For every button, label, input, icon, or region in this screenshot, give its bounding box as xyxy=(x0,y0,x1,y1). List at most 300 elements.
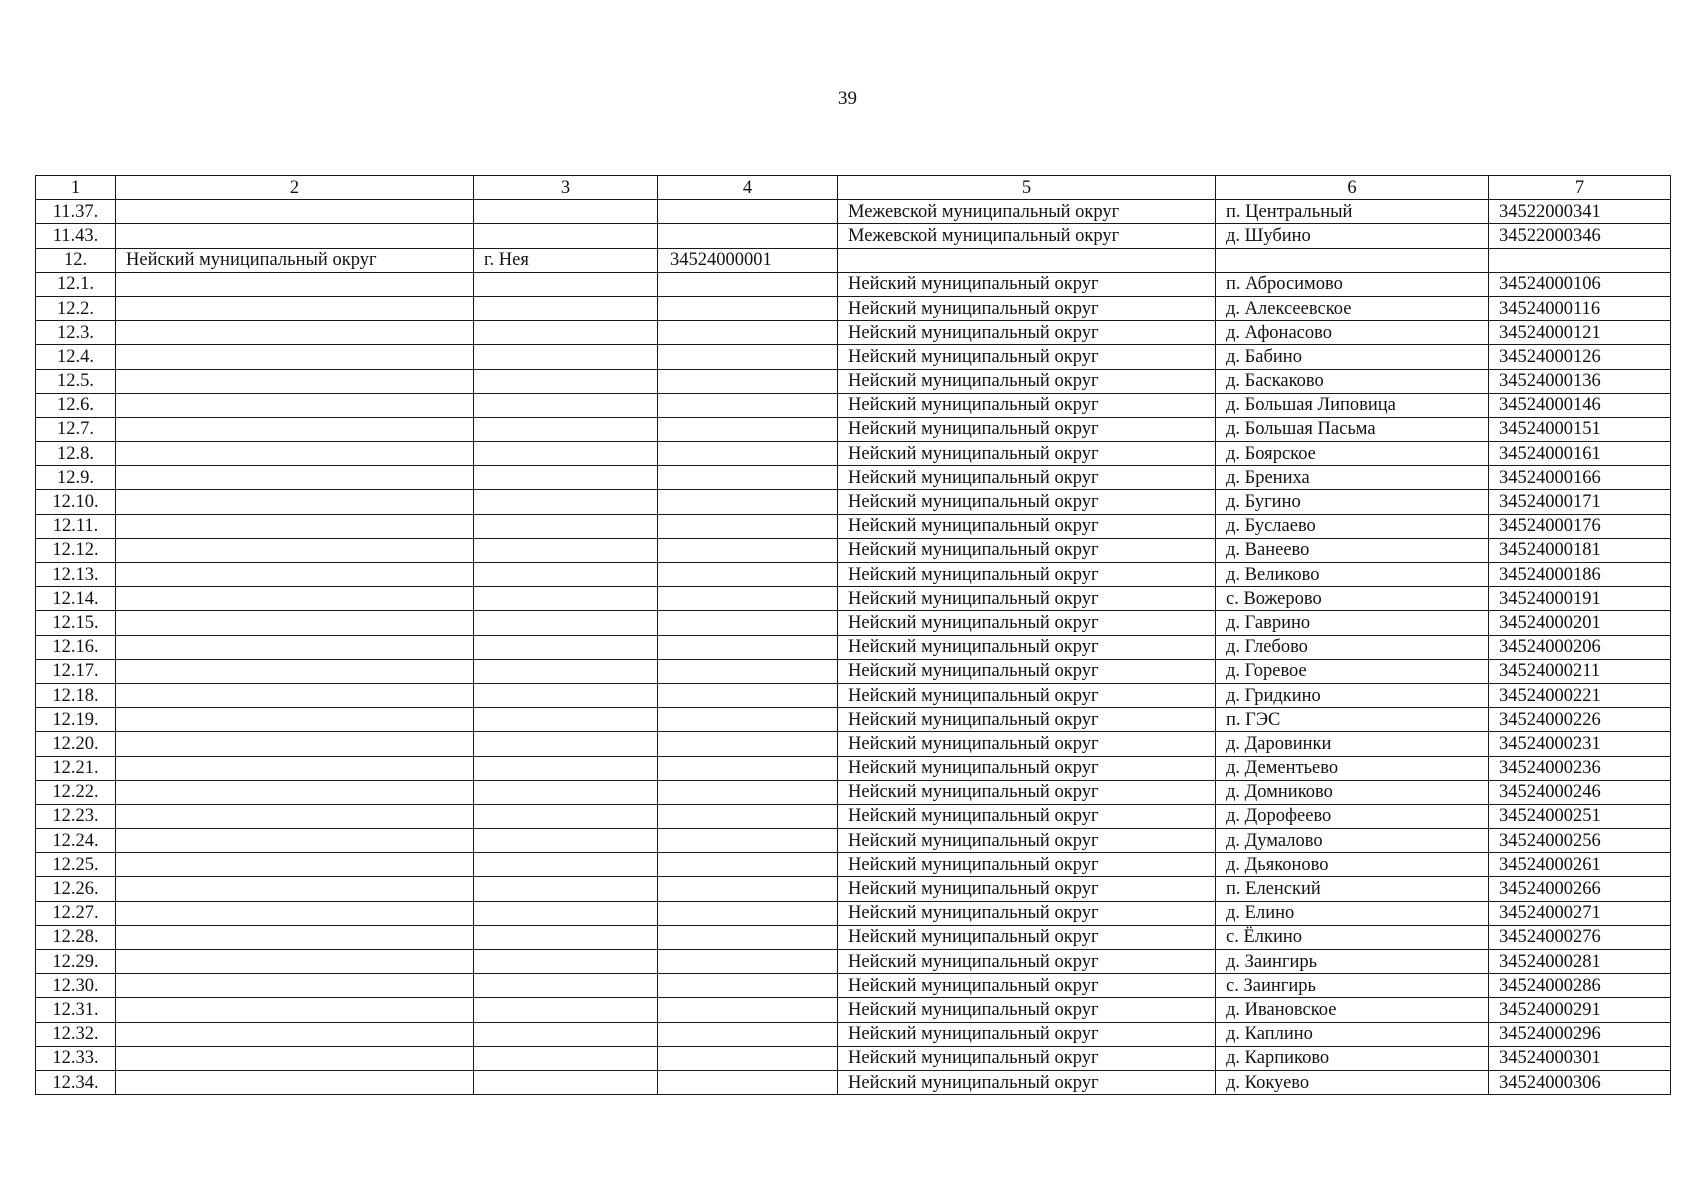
row-number-cell: 11.37. xyxy=(36,200,116,224)
settlement-cell: д. Гаврино xyxy=(1216,611,1489,635)
settlement-cell: п. Центральный xyxy=(1216,200,1489,224)
city-code-cell xyxy=(658,563,838,587)
oktmo-code-cell: 34524000211 xyxy=(1489,659,1671,683)
city-code-cell xyxy=(658,998,838,1022)
city-cell xyxy=(474,1022,658,1046)
district-cell xyxy=(116,272,474,296)
city-cell xyxy=(474,272,658,296)
city-cell xyxy=(474,853,658,877)
row-number-cell: 12.32. xyxy=(36,1022,116,1046)
municipality-cell: Нейский муниципальный округ xyxy=(838,756,1216,780)
column-header-1: 1 xyxy=(36,176,116,200)
city-cell xyxy=(474,563,658,587)
table-row xyxy=(36,514,1671,538)
city-code-cell xyxy=(658,393,838,417)
municipality-cell: Нейский муниципальный округ xyxy=(838,780,1216,804)
city-code-cell xyxy=(658,1022,838,1046)
municipality-cell: Нейский муниципальный округ xyxy=(838,321,1216,345)
district-cell xyxy=(116,635,474,659)
table-row xyxy=(36,950,1671,974)
oktmo-code-cell: 34524000301 xyxy=(1489,1046,1671,1070)
district-cell xyxy=(116,393,474,417)
row-number-cell: 12.9. xyxy=(36,466,116,490)
row-number-cell: 12.4. xyxy=(36,345,116,369)
city-code-cell xyxy=(658,853,838,877)
city-code-cell xyxy=(658,683,838,707)
district-cell xyxy=(116,563,474,587)
city-cell xyxy=(474,732,658,756)
oktmo-code-cell: 34524000186 xyxy=(1489,563,1671,587)
table-row xyxy=(36,780,1671,804)
district-cell xyxy=(116,804,474,828)
district-cell xyxy=(116,974,474,998)
district-cell xyxy=(116,224,474,248)
municipality-cell: Нейский муниципальный округ xyxy=(838,998,1216,1022)
municipality-cell: Нейский муниципальный округ xyxy=(838,345,1216,369)
table-row xyxy=(36,345,1671,369)
municipality-cell: Нейский муниципальный округ xyxy=(838,708,1216,732)
settlement-cell: с. Заингирь xyxy=(1216,974,1489,998)
table-row xyxy=(36,708,1671,732)
oktmo-code-cell: 34524000181 xyxy=(1489,538,1671,562)
table-row xyxy=(36,659,1671,683)
city-cell xyxy=(474,635,658,659)
city-cell xyxy=(474,950,658,974)
city-cell xyxy=(474,998,658,1022)
city-code-cell xyxy=(658,780,838,804)
district-cell xyxy=(116,683,474,707)
oktmo-code-cell: 34524000121 xyxy=(1489,321,1671,345)
table-row xyxy=(36,490,1671,514)
city-code-cell xyxy=(658,200,838,224)
city-cell xyxy=(474,345,658,369)
oktmo-code-cell: 34524000276 xyxy=(1489,925,1671,949)
row-number-cell: 12.17. xyxy=(36,659,116,683)
settlement-cell: д. Каплино xyxy=(1216,1022,1489,1046)
municipality-cell xyxy=(838,248,1216,272)
oktmo-code-cell: 34524000151 xyxy=(1489,417,1671,441)
district-cell xyxy=(116,490,474,514)
city-code-cell xyxy=(658,442,838,466)
city-cell xyxy=(474,224,658,248)
row-number-cell: 12.33. xyxy=(36,1046,116,1070)
city-code-cell xyxy=(658,538,838,562)
oktmo-code-cell: 34524000226 xyxy=(1489,708,1671,732)
district-cell xyxy=(116,442,474,466)
city-code-cell xyxy=(658,466,838,490)
municipality-cell: Нейский муниципальный округ xyxy=(838,1070,1216,1094)
row-number-cell: 12.23. xyxy=(36,804,116,828)
oktmo-code-cell: 34524000231 xyxy=(1489,732,1671,756)
city-code-cell xyxy=(658,1046,838,1070)
settlement-cell: д. Шубино xyxy=(1216,224,1489,248)
table-row xyxy=(36,417,1671,441)
district-cell xyxy=(116,514,474,538)
city-cell xyxy=(474,708,658,732)
row-number-cell: 12.30. xyxy=(36,974,116,998)
table-row xyxy=(36,635,1671,659)
row-number-cell: 12.11. xyxy=(36,514,116,538)
table-row xyxy=(36,442,1671,466)
city-code-cell xyxy=(658,587,838,611)
table-row xyxy=(36,587,1671,611)
city-cell xyxy=(474,780,658,804)
oktmo-code-cell: 34524000171 xyxy=(1489,490,1671,514)
city-code-cell xyxy=(658,756,838,780)
city-cell xyxy=(474,659,658,683)
table-body xyxy=(36,200,1671,1095)
municipality-cell: Нейский муниципальный округ xyxy=(838,417,1216,441)
oktmo-code-cell: 34524000106 xyxy=(1489,272,1671,296)
district-cell xyxy=(116,829,474,853)
table-row xyxy=(36,925,1671,949)
city-cell xyxy=(474,877,658,901)
district-cell xyxy=(116,708,474,732)
city-cell xyxy=(474,756,658,780)
row-number-cell: 12.10. xyxy=(36,490,116,514)
city-code-cell xyxy=(658,974,838,998)
city-cell: г. Нея xyxy=(474,248,658,272)
table-row xyxy=(36,563,1671,587)
table-row xyxy=(36,1070,1671,1094)
city-code-cell xyxy=(658,925,838,949)
municipality-cell: Нейский муниципальный округ xyxy=(838,732,1216,756)
settlement-cell: д. Большая Пасьма xyxy=(1216,417,1489,441)
row-number-cell: 12.3. xyxy=(36,321,116,345)
district-cell xyxy=(116,901,474,925)
settlement-cell xyxy=(1216,248,1489,272)
municipality-cell: Нейский муниципальный округ xyxy=(838,514,1216,538)
municipality-cell: Нейский муниципальный округ xyxy=(838,1046,1216,1070)
table-row xyxy=(36,853,1671,877)
oktmo-code-cell: 34524000256 xyxy=(1489,829,1671,853)
oktmo-code-cell: 34524000291 xyxy=(1489,998,1671,1022)
oktmo-code-cell: 34524000246 xyxy=(1489,780,1671,804)
city-code-cell xyxy=(658,296,838,320)
city-cell xyxy=(474,490,658,514)
municipality-cell: Нейский муниципальный округ xyxy=(838,877,1216,901)
settlement-cell: д. Ивановское xyxy=(1216,998,1489,1022)
settlement-cell: д. Афонасово xyxy=(1216,321,1489,345)
city-cell xyxy=(474,804,658,828)
district-cell xyxy=(116,369,474,393)
row-number-cell: 12.14. xyxy=(36,587,116,611)
city-cell xyxy=(474,538,658,562)
municipality-cell: Межевской муниципальный округ xyxy=(838,200,1216,224)
district-cell xyxy=(116,466,474,490)
row-number-cell: 12.27. xyxy=(36,901,116,925)
registry-table xyxy=(35,175,1671,1095)
city-cell xyxy=(474,321,658,345)
row-number-cell: 12.21. xyxy=(36,756,116,780)
oktmo-code-cell: 34524000286 xyxy=(1489,974,1671,998)
row-number-cell: 12. xyxy=(36,248,116,272)
district-cell xyxy=(116,417,474,441)
row-number-cell: 12.2. xyxy=(36,296,116,320)
district-cell xyxy=(116,611,474,635)
city-code-cell xyxy=(658,804,838,828)
city-code-cell xyxy=(658,635,838,659)
settlement-cell: д. Ванеево xyxy=(1216,538,1489,562)
oktmo-code-cell: 34524000266 xyxy=(1489,877,1671,901)
row-number-cell: 12.34. xyxy=(36,1070,116,1094)
settlement-cell: д. Елино xyxy=(1216,901,1489,925)
table-row xyxy=(36,611,1671,635)
settlement-cell: д. Бугино xyxy=(1216,490,1489,514)
city-cell xyxy=(474,296,658,320)
oktmo-code-cell: 34524000281 xyxy=(1489,950,1671,974)
city-code-cell xyxy=(658,224,838,248)
table-header xyxy=(36,176,1671,200)
city-cell xyxy=(474,514,658,538)
district-cell xyxy=(116,780,474,804)
row-number-cell: 12.15. xyxy=(36,611,116,635)
table-row xyxy=(36,732,1671,756)
city-code-cell xyxy=(658,272,838,296)
city-cell xyxy=(474,417,658,441)
settlement-cell: д. Дементьево xyxy=(1216,756,1489,780)
oktmo-code-cell: 34524000271 xyxy=(1489,901,1671,925)
oktmo-code-cell: 34524000176 xyxy=(1489,514,1671,538)
municipality-cell: Нейский муниципальный округ xyxy=(838,272,1216,296)
settlement-cell: д. Баскаково xyxy=(1216,369,1489,393)
settlement-cell: п. ГЭС xyxy=(1216,708,1489,732)
table-row xyxy=(36,200,1671,224)
municipality-cell: Нейский муниципальный округ xyxy=(838,563,1216,587)
table-row xyxy=(36,877,1671,901)
municipality-cell: Нейский муниципальный округ xyxy=(838,635,1216,659)
row-number-cell: 12.31. xyxy=(36,998,116,1022)
row-number-cell: 12.25. xyxy=(36,853,116,877)
district-cell xyxy=(116,200,474,224)
settlement-cell: п. Еленский xyxy=(1216,877,1489,901)
city-code-cell xyxy=(658,1070,838,1094)
municipality-cell: Нейский муниципальный округ xyxy=(838,901,1216,925)
row-number-cell: 12.24. xyxy=(36,829,116,853)
city-code-cell xyxy=(658,369,838,393)
table-row xyxy=(36,369,1671,393)
table-row xyxy=(36,683,1671,707)
row-number-cell: 12.1. xyxy=(36,272,116,296)
district-cell xyxy=(116,950,474,974)
table-row xyxy=(36,538,1671,562)
municipality-cell: Нейский муниципальный округ xyxy=(838,974,1216,998)
city-cell xyxy=(474,442,658,466)
table-row xyxy=(36,998,1671,1022)
city-cell xyxy=(474,611,658,635)
city-code-cell xyxy=(658,708,838,732)
oktmo-code-cell: 34524000126 xyxy=(1489,345,1671,369)
row-number-cell: 12.26. xyxy=(36,877,116,901)
oktmo-code-cell: 34524000221 xyxy=(1489,683,1671,707)
municipality-cell: Нейский муниципальный округ xyxy=(838,683,1216,707)
oktmo-code-cell: 34524000146 xyxy=(1489,393,1671,417)
municipality-cell: Нейский муниципальный округ xyxy=(838,369,1216,393)
city-code-cell xyxy=(658,611,838,635)
district-cell xyxy=(116,659,474,683)
table-row xyxy=(36,974,1671,998)
city-cell xyxy=(474,1070,658,1094)
row-number-cell: 12.20. xyxy=(36,732,116,756)
row-number-cell: 12.13. xyxy=(36,563,116,587)
settlement-cell: д. Боярское xyxy=(1216,442,1489,466)
settlement-cell: д. Брениха xyxy=(1216,466,1489,490)
table-row xyxy=(36,1022,1671,1046)
settlement-cell: д. Большая Липовица xyxy=(1216,393,1489,417)
oktmo-code-cell: 34524000166 xyxy=(1489,466,1671,490)
table-row xyxy=(36,804,1671,828)
table-row xyxy=(36,829,1671,853)
table-row xyxy=(36,393,1671,417)
city-code-cell xyxy=(658,321,838,345)
row-number-cell: 12.7. xyxy=(36,417,116,441)
settlement-cell: д. Великово xyxy=(1216,563,1489,587)
district-cell: Нейский муниципальный округ xyxy=(116,248,474,272)
row-number-cell: 12.22. xyxy=(36,780,116,804)
settlement-cell: д. Заингирь xyxy=(1216,950,1489,974)
municipality-cell: Межевской муниципальный округ xyxy=(838,224,1216,248)
city-cell xyxy=(474,369,658,393)
oktmo-code-cell: 34522000346 xyxy=(1489,224,1671,248)
settlement-cell: д. Горевое xyxy=(1216,659,1489,683)
city-cell xyxy=(474,829,658,853)
column-header-2: 2 xyxy=(116,176,474,200)
column-header-3: 3 xyxy=(474,176,658,200)
city-code-cell xyxy=(658,829,838,853)
oktmo-code-cell: 34524000296 xyxy=(1489,1022,1671,1046)
municipality-cell: Нейский муниципальный округ xyxy=(838,925,1216,949)
oktmo-code-cell: 34524000251 xyxy=(1489,804,1671,828)
city-cell xyxy=(474,200,658,224)
oktmo-code-cell: 34524000236 xyxy=(1489,756,1671,780)
row-number-cell: 12.8. xyxy=(36,442,116,466)
oktmo-code-cell: 34524000306 xyxy=(1489,1070,1671,1094)
municipality-cell: Нейский муниципальный округ xyxy=(838,296,1216,320)
oktmo-code-cell: 34524000261 xyxy=(1489,853,1671,877)
oktmo-code-cell xyxy=(1489,248,1671,272)
district-cell xyxy=(116,587,474,611)
city-code-cell xyxy=(658,345,838,369)
table-row xyxy=(36,1046,1671,1070)
row-number-cell: 12.19. xyxy=(36,708,116,732)
settlement-cell: д. Алексеевское xyxy=(1216,296,1489,320)
row-number-cell: 12.16. xyxy=(36,635,116,659)
city-code-cell xyxy=(658,514,838,538)
city-code-cell xyxy=(658,901,838,925)
municipality-cell: Нейский муниципальный округ xyxy=(838,393,1216,417)
city-cell xyxy=(474,901,658,925)
municipality-cell: Нейский муниципальный округ xyxy=(838,853,1216,877)
district-cell xyxy=(116,538,474,562)
settlement-cell: д. Гридкино xyxy=(1216,683,1489,707)
column-header-7: 7 xyxy=(1489,176,1671,200)
table-row xyxy=(36,248,1671,272)
table-row xyxy=(36,296,1671,320)
city-code-cell xyxy=(658,877,838,901)
municipality-cell: Нейский муниципальный округ xyxy=(838,950,1216,974)
page-number: 39 xyxy=(838,88,857,109)
table-row xyxy=(36,321,1671,345)
header-row xyxy=(36,176,1671,200)
oktmo-code-cell: 34524000191 xyxy=(1489,587,1671,611)
settlement-cell: с. Вожерово xyxy=(1216,587,1489,611)
municipality-cell: Нейский муниципальный округ xyxy=(838,829,1216,853)
settlement-cell: д. Глебово xyxy=(1216,635,1489,659)
district-cell xyxy=(116,1022,474,1046)
municipality-cell: Нейский муниципальный округ xyxy=(838,490,1216,514)
city-cell xyxy=(474,466,658,490)
city-code-cell xyxy=(658,732,838,756)
district-cell xyxy=(116,321,474,345)
settlement-cell: д. Дьяконово xyxy=(1216,853,1489,877)
city-cell xyxy=(474,587,658,611)
oktmo-code-cell: 34524000201 xyxy=(1489,611,1671,635)
city-cell xyxy=(474,974,658,998)
oktmo-code-cell: 34524000161 xyxy=(1489,442,1671,466)
district-cell xyxy=(116,732,474,756)
settlement-cell: п. Абросимово xyxy=(1216,272,1489,296)
municipality-cell: Нейский муниципальный округ xyxy=(838,466,1216,490)
city-cell xyxy=(474,393,658,417)
settlement-cell: д. Дорофеево xyxy=(1216,804,1489,828)
district-cell xyxy=(116,345,474,369)
row-number-cell: 11.43. xyxy=(36,224,116,248)
settlement-cell: д. Карпиково xyxy=(1216,1046,1489,1070)
column-header-6: 6 xyxy=(1216,176,1489,200)
row-number-cell: 12.12. xyxy=(36,538,116,562)
municipality-cell: Нейский муниципальный округ xyxy=(838,1022,1216,1046)
oktmo-code-cell: 34524000136 xyxy=(1489,369,1671,393)
table-row xyxy=(36,756,1671,780)
settlement-cell: д. Домниково xyxy=(1216,780,1489,804)
oktmo-code-cell: 34524000206 xyxy=(1489,635,1671,659)
row-number-cell: 12.18. xyxy=(36,683,116,707)
city-code-cell xyxy=(658,659,838,683)
district-cell xyxy=(116,756,474,780)
municipality-cell: Нейский муниципальный округ xyxy=(838,587,1216,611)
district-cell xyxy=(116,1046,474,1070)
district-cell xyxy=(116,877,474,901)
municipality-cell: Нейский муниципальный округ xyxy=(838,538,1216,562)
oktmo-code-cell: 34524000116 xyxy=(1489,296,1671,320)
column-header-4: 4 xyxy=(658,176,838,200)
table-row xyxy=(36,466,1671,490)
municipality-cell: Нейский муниципальный округ xyxy=(838,611,1216,635)
city-code-cell: 34524000001 xyxy=(658,248,838,272)
oktmo-code-cell: 34522000341 xyxy=(1489,200,1671,224)
table-row xyxy=(36,272,1671,296)
settlement-cell: д. Буслаево xyxy=(1216,514,1489,538)
settlement-cell: д. Кокуево xyxy=(1216,1070,1489,1094)
settlement-cell: д. Даровинки xyxy=(1216,732,1489,756)
column-header-5: 5 xyxy=(838,176,1216,200)
city-code-cell xyxy=(658,490,838,514)
settlement-cell: д. Бабино xyxy=(1216,345,1489,369)
row-number-cell: 12.6. xyxy=(36,393,116,417)
municipality-cell: Нейский муниципальный округ xyxy=(838,442,1216,466)
city-cell xyxy=(474,1046,658,1070)
city-cell xyxy=(474,925,658,949)
district-cell xyxy=(116,998,474,1022)
table-row xyxy=(36,901,1671,925)
city-cell xyxy=(474,683,658,707)
table-row xyxy=(36,224,1671,248)
municipality-cell: Нейский муниципальный округ xyxy=(838,659,1216,683)
settlement-cell: с. Ёлкино xyxy=(1216,925,1489,949)
city-code-cell xyxy=(658,950,838,974)
municipality-cell: Нейский муниципальный округ xyxy=(838,804,1216,828)
settlement-cell: д. Думалово xyxy=(1216,829,1489,853)
